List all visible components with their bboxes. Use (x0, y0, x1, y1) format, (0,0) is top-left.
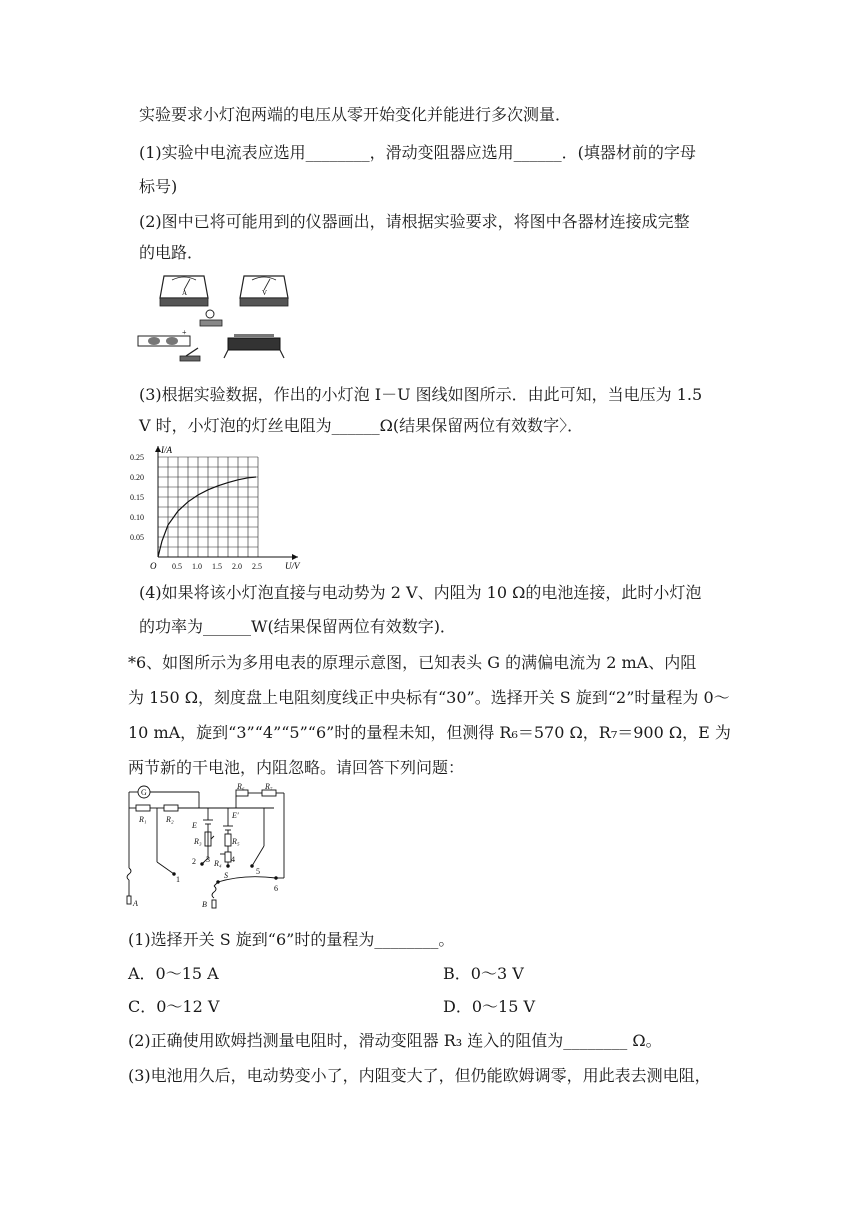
svg-text:A: A (182, 289, 188, 297)
svg-text:R₂: R₂ (166, 815, 174, 824)
switch-icon (180, 348, 200, 361)
q6-line1: *6、如图所示为多用电表的原理示意图，已知表头 G 的满偏电流为 2 mA、内阻 (128, 653, 697, 672)
x-tick-label: 1.5 (212, 562, 222, 571)
svg-text:5: 5 (256, 867, 260, 876)
x-tick-label: 0.5 (172, 562, 182, 571)
q5-intro: 实验要求小灯泡两端的电压从零开始变化并能进行多次测量． (139, 105, 572, 124)
q6-sub3: (3)电池用久后，电动势变小了，内阻变大了，但仍能欧姆调零，用此表去测电阻， (128, 1066, 711, 1085)
chart-grid (158, 457, 258, 557)
svg-text:R₃: R₃ (194, 837, 202, 846)
y-tick-label: 0.15 (130, 493, 144, 502)
svg-text:1: 1 (176, 875, 180, 884)
battery-icon (138, 328, 190, 346)
svg-text:2: 2 (192, 857, 196, 866)
q5-part1-line1: (1)实验中电流表应选用________，滑动变阻器应选用______．(填器材前的字母 (139, 143, 696, 162)
svg-text:B: B (202, 900, 207, 909)
y-axis-label: I/A (161, 445, 172, 455)
option-a: A．0～15 A (128, 964, 219, 983)
q6-line3: 10 mA，旋到“3”“4”“5”“6”时的量程未知，但测得 R₆＝570 Ω，R₇＝900 Ω，E 为 (128, 723, 731, 742)
q6-line2: 为 150 Ω，刻度盘上电阻刻度线正中央标有“30”。选择开关 S 旋到“2”时量程为 0～ (128, 688, 730, 707)
equipment-figure (136, 268, 296, 368)
iu-chart (128, 442, 313, 577)
svg-text:R₆: R₆ (237, 782, 245, 791)
origin-label: O (150, 561, 157, 571)
svg-text:3: 3 (206, 855, 210, 864)
q5-part4-line1: (4)如果将该小灯泡直接与电动势为 2 V、内阻为 10 Ω的电池连接，此时小灯泡 (139, 583, 702, 602)
option-d: D．0～15 V (443, 997, 536, 1016)
bulb-icon (200, 310, 222, 326)
rheostat-icon (224, 334, 284, 358)
q5-part1-line2: 标号) (139, 177, 178, 196)
resistor-r1 (136, 805, 150, 811)
svg-text:6: 6 (274, 884, 278, 893)
svg-text:+: + (182, 328, 187, 337)
x-tick-label: 2.0 (232, 562, 242, 571)
probe-lead-a (127, 868, 131, 880)
voltmeter-icon (240, 276, 288, 306)
q5-part2-line1: (2)图中已将可能用到的仪器画出，请根据实验要求，将图中各器材连接成完整 (139, 212, 690, 231)
probe-lead-b (212, 886, 216, 898)
svg-text:S: S (224, 871, 228, 880)
svg-text:R₁: R₁ (139, 815, 147, 824)
svg-text:E: E (192, 821, 197, 830)
resistor-r5 (225, 834, 231, 846)
svg-text:V: V (262, 289, 268, 297)
x-tick-label: 1.0 (192, 562, 202, 571)
ammeter-icon (160, 276, 208, 306)
y-tick-label: 0.20 (130, 473, 144, 482)
q5-part3-line1: (3)根据实验数据，作出的小灯泡 I－U 图线如图所示．由此可知，当电压为 1.5 (139, 385, 703, 404)
y-tick-label: 0.25 (130, 453, 144, 462)
svg-text:G: G (141, 788, 147, 797)
svg-text:4: 4 (231, 855, 235, 864)
y-tick-label: 0.10 (130, 513, 144, 522)
svg-text:R₅: R₅ (232, 837, 240, 846)
svg-text:R₄: R₄ (214, 859, 222, 868)
multimeter-circuit (124, 782, 294, 914)
option-b: B．0～3 V (443, 964, 524, 983)
x-axis-arrow (292, 554, 298, 560)
q6-line4: 两节新的干电池，内阻忽略。请回答下列问题： (128, 758, 465, 777)
option-c: C．0～12 V (128, 997, 220, 1016)
resistor-r2 (164, 805, 178, 811)
x-axis-label: U/V (285, 561, 300, 571)
terminal-b (212, 900, 216, 908)
x-tick-label: 2.5 (252, 562, 262, 571)
svg-text:E′: E′ (232, 811, 239, 820)
svg-text:R₇: R₇ (265, 782, 273, 791)
y-tick-label: 0.05 (130, 533, 144, 542)
q5-part3-line2: V 时，小灯泡的灯丝电阻为______Ω(结果保留两位有效数字〉． (139, 416, 584, 435)
q5-part4-line2: 的功率为______W(结果保留两位有效数字)． (139, 617, 456, 636)
svg-text:A: A (133, 899, 138, 908)
q6-sub2: (2)正确使用欧姆挡测量电阻时，滑动变阻器 R₃ 连入的阻值为________ Ω。 (128, 1031, 662, 1050)
terminal-a (127, 896, 131, 904)
q6-sub1: (1)选择开关 S 旋到“6”时的量程为________。 (128, 930, 455, 949)
q5-part2-line2: 的电路． (139, 243, 204, 262)
